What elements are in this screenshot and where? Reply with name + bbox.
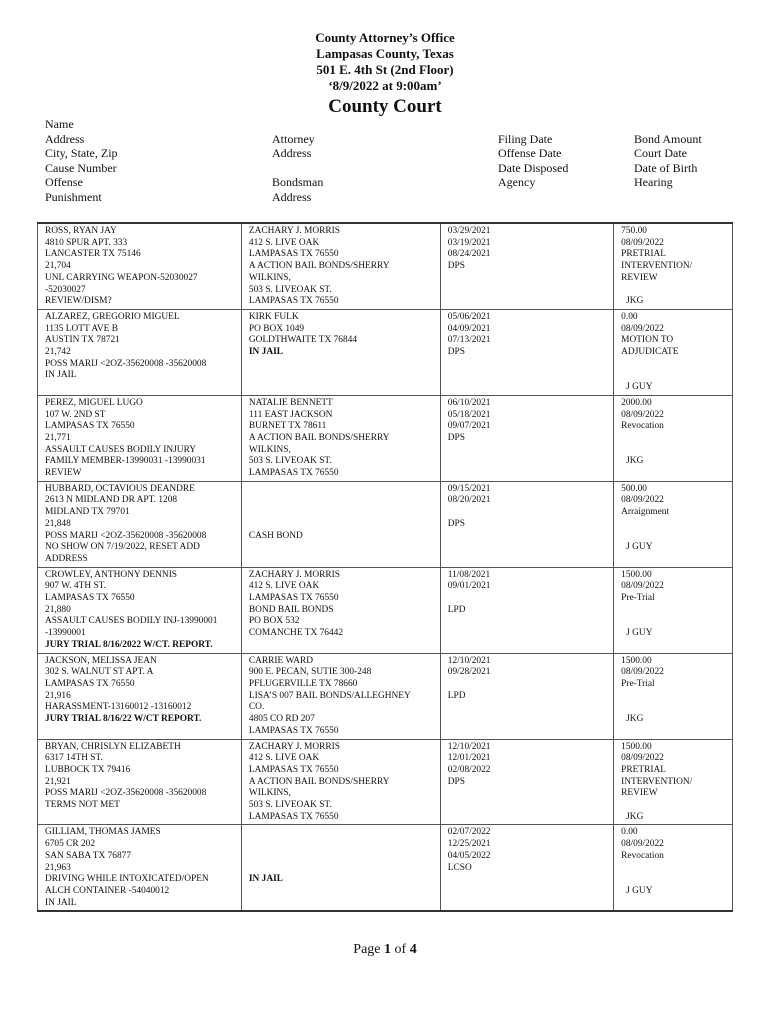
office-name: County Attorney’s Office [315, 30, 455, 45]
cell-line [621, 800, 726, 812]
cell-line: AUSTIN TX 78721 [45, 335, 120, 346]
table-row [38, 739, 733, 825]
cell-line: LAMPASAS TX 76550 [45, 679, 135, 689]
dates-cell [440, 653, 613, 739]
county-name: Lampasas County, Texas [316, 46, 454, 61]
cell-line: BOND BAIL BONDS [248, 604, 334, 615]
attorney-cell [241, 739, 440, 825]
defendant-cell [38, 739, 242, 825]
cell-line: ASSAULT CAUSES BODILY INJURY [45, 444, 197, 455]
legend-label: Agency [498, 175, 536, 190]
cell-line: CO. [248, 702, 265, 713]
cell-line [621, 433, 726, 445]
cell-line: 21,916 [45, 690, 71, 701]
cell-line: 08/09/2022 [621, 753, 664, 764]
cell-line: 08/09/2022 [621, 495, 664, 506]
cell-line: 21,921 [45, 776, 71, 787]
dates-cell [440, 481, 613, 567]
document-header [0, 30, 770, 118]
defendant-cell [38, 567, 242, 653]
cell-line: 107 W. 2ND ST [45, 409, 106, 420]
cell-line: 750.00 [621, 226, 647, 236]
cell-line: LUBBOCK TX 79416 [45, 764, 131, 775]
cell-line: ADJUDICATE [621, 347, 679, 358]
cell-line: 09/01/2021 [447, 581, 491, 592]
dates-cell [440, 825, 613, 911]
legend-label: Attorney [272, 131, 315, 146]
cell-line [621, 531, 726, 543]
cell-line: 500.00 [621, 483, 647, 494]
cell-line [249, 507, 434, 519]
cell-line: 302 S. WALNUT ST APT. A [45, 667, 154, 678]
cell-line: 21,963 [45, 862, 71, 873]
cell-line: JURY TRIAL 8/16/2022 W/CT. REPORT. [45, 639, 213, 650]
cell-line: 03/19/2021 [447, 237, 491, 248]
docket-datetime: ‘8/9/2022 at 9:00am’ [328, 78, 442, 93]
table-row [38, 825, 733, 911]
bond-hearing-cell [614, 653, 733, 739]
cell-line [249, 519, 434, 531]
defendant-cell [38, 481, 242, 567]
cell-line: 04/09/2021 [447, 323, 491, 334]
cell-line: 05/06/2021 [447, 311, 491, 322]
cell-line [621, 370, 726, 382]
cell-line [621, 285, 726, 297]
table-row [38, 309, 733, 395]
cell-line: 1500.00 [621, 741, 652, 752]
cell-line: 04/05/2022 [447, 850, 491, 861]
cell-line: Arraignment [621, 507, 670, 518]
bond-hearing-cell [614, 395, 733, 481]
docket-table [37, 222, 733, 912]
cell-line: DPS [447, 432, 465, 443]
table-row [38, 395, 733, 481]
cell-line: 08/09/2022 [621, 667, 664, 678]
cell-line: 05/18/2021 [447, 409, 491, 420]
cell-line [621, 702, 726, 714]
legend-label: Address [272, 189, 312, 204]
cell-line: BURNET TX 78611 [248, 421, 327, 432]
cell-line: BRYAN, CHRISLYN ELIZABETH [45, 741, 181, 752]
cell-line: 21,880 [45, 604, 71, 615]
dates-cell [440, 395, 613, 481]
cell-line: LAMPASAS TX 76550 [248, 249, 339, 260]
cell-line: Revocation [621, 421, 664, 432]
table-row [38, 481, 733, 567]
cell-line: JKG [626, 714, 644, 725]
cell-line: NATALIE BENNETT [248, 397, 333, 408]
legend-label: Offense [45, 175, 83, 190]
cell-line: LAMPASAS TX 76550 [248, 593, 339, 604]
cell-line: JKG [626, 811, 644, 822]
legend-label [272, 161, 323, 176]
cell-line: LAMPASAS TX 76550 [45, 421, 135, 432]
cell-line: REVIEW [621, 788, 658, 799]
cell-line: 503 S. LIVEOAK ST. [248, 456, 332, 467]
cell-line: GOLDTHWAITE TX 76844 [248, 335, 358, 346]
cell-line: DPS [447, 347, 465, 358]
cell-line: KIRK FULK [248, 311, 299, 322]
cell-line [45, 382, 235, 394]
table-row [38, 653, 733, 739]
cell-line: 21,848 [45, 518, 71, 529]
attorney-cell [241, 567, 440, 653]
cell-line: 09/07/2021 [447, 421, 491, 432]
dates-cell [440, 223, 613, 309]
cell-line: ZACHARY J. MORRIS [248, 569, 340, 580]
cell-line: 02/08/2022 [447, 764, 491, 775]
attorney-cell [241, 223, 440, 309]
legend-label [634, 117, 702, 132]
cell-line [621, 691, 726, 703]
cell-line: SAN SABA TX 76877 [45, 850, 132, 861]
cell-line: A ACTION BAIL BONDS/SHERRY [248, 261, 390, 272]
dates-cell [440, 567, 613, 653]
cell-line: DRIVING WHILE INTOXICATED/OPEN [45, 874, 209, 885]
cell-line: INTERVENTION/ [621, 776, 693, 787]
cell-line: LPD [447, 604, 466, 615]
cell-line: IN JAIL [248, 347, 284, 358]
legend-label: Date of Birth [634, 160, 698, 175]
cell-line: 21,742 [45, 347, 71, 358]
cell-line: GILLIAM, THOMAS JAMES [45, 827, 161, 838]
cell-line: CASH BOND [248, 530, 303, 541]
cell-line [249, 827, 434, 839]
cell-line: PRETRIAL [621, 249, 666, 260]
cell-line: ROSS, RYAN JAY [45, 226, 117, 236]
cell-line: 503 S. LIVEOAK ST. [248, 284, 332, 295]
cell-line: POSS MARIJ <2OZ-35620008 -35620008 [45, 358, 207, 369]
cell-line: 6705 CR 202 [45, 839, 96, 850]
legend-label [498, 117, 568, 132]
cell-line: 21,771 [45, 432, 71, 443]
legend-column-dates [498, 117, 568, 190]
cell-line: ZACHARY J. MORRIS [248, 226, 340, 236]
bond-hearing-cell [614, 825, 733, 911]
cell-line [448, 507, 607, 519]
cell-line: 08/09/2022 [621, 409, 664, 420]
cell-line: PO BOX 1049 [248, 323, 305, 334]
dates-cell [440, 309, 613, 395]
cell-line: HUBBARD, OCTAVIOUS DEANDRE [45, 483, 195, 494]
cell-line: PO BOX 532 [248, 616, 300, 627]
cell-line: PEREZ, MIGUEL LUGO [45, 397, 143, 408]
cell-line: 12/01/2021 [447, 753, 491, 764]
cell-line [621, 616, 726, 628]
bond-hearing-cell [614, 481, 733, 567]
page-total: 4 [409, 942, 417, 957]
cell-line: 08/09/2022 [621, 839, 664, 850]
cell-line: 1500.00 [621, 569, 652, 580]
cell-line: UNL CARRYING WEAPON-52030027 [45, 272, 198, 283]
cell-line: FAMILY MEMBER-13990031 -13990031 [45, 456, 206, 467]
cell-line [249, 863, 434, 875]
cell-line: IN JAIL [248, 874, 284, 885]
page-current: 1 [384, 942, 392, 957]
cell-line: J GUY [626, 542, 653, 553]
table-row [38, 223, 733, 309]
cell-line: ZACHARY J. MORRIS [248, 741, 340, 752]
cell-line: REVIEW [45, 468, 82, 479]
cell-line: LAMPASAS TX 76550 [248, 725, 339, 736]
cell-line: 21,704 [45, 261, 71, 272]
cell-line: ALCH CONTAINER -54040012 [45, 885, 170, 896]
cell-line [249, 851, 434, 863]
cell-line: Pre-Trial [621, 593, 655, 604]
cell-line: 0.00 [621, 827, 638, 838]
cell-line: 1135 LOTT AVE B [45, 323, 119, 334]
cell-line: 412 S. LIVE OAK [248, 753, 320, 764]
legend-label: Bondsman [272, 175, 324, 190]
cell-line: LAMPASAS TX 76550 [45, 593, 135, 604]
cell-line: DPS [447, 261, 465, 272]
legend-label: Offense Date [498, 146, 562, 161]
cell-line: 08/20/2021 [447, 495, 491, 506]
bond-hearing-cell [614, 223, 733, 309]
attorney-cell [241, 395, 440, 481]
cell-line: 2000.00 [621, 397, 652, 408]
legend-column-defendant [45, 117, 118, 205]
bond-hearing-cell [614, 567, 733, 653]
cell-line [249, 839, 434, 851]
cell-line: DPS [447, 518, 465, 529]
cell-line: 111 EAST JACKSON [248, 409, 333, 420]
cell-line: CARRIE WARD [248, 655, 314, 666]
cell-line: ASSAULT CAUSES BODILY INJ-13990001 [45, 616, 218, 627]
page-of: of [394, 942, 407, 957]
legend-label: Bond Amount [634, 131, 702, 146]
cell-line: JKG [626, 456, 644, 467]
cell-line: 412 S. LIVE OAK [248, 237, 320, 248]
legend-label: Hearing [634, 175, 673, 190]
defendant-cell [38, 653, 242, 739]
cell-line: WILKINS, [248, 788, 291, 799]
cell-line [621, 874, 726, 886]
cell-line: A ACTION BAIL BONDS/SHERRY [248, 776, 390, 787]
cell-line: 12/25/2021 [447, 839, 491, 850]
cell-line: 900 E. PECAN, SUTIE 300-248 [248, 667, 372, 678]
legend-label: Date Disposed [498, 160, 569, 175]
bond-hearing-cell [614, 739, 733, 825]
defendant-cell [38, 309, 242, 395]
attorney-cell [241, 481, 440, 567]
cell-line: 4805 CO RD 207 [248, 714, 315, 725]
cell-line: REVIEW/DISM? [45, 296, 112, 307]
cell-line: JURY TRIAL 8/16/22 W/CT REPORT. [45, 714, 202, 725]
cell-line [448, 679, 607, 691]
cell-line: WILKINS, [248, 272, 291, 283]
cell-line: LANCASTER TX 75146 [45, 249, 141, 260]
cell-line: 02/07/2022 [447, 827, 491, 838]
cell-line: 4810 SPUR APT. 333 [45, 237, 128, 248]
cell-line [621, 519, 726, 531]
attorney-cell [241, 309, 440, 395]
cell-line: 08/09/2022 [621, 581, 664, 592]
cell-line: 09/15/2021 [447, 483, 491, 494]
cell-line: REVIEW [621, 272, 658, 283]
page-label: Page [353, 942, 381, 957]
cell-line [249, 484, 434, 496]
cell-line: LPD [447, 690, 466, 701]
cell-line: LAMPASAS TX 76550 [248, 764, 339, 775]
cell-line: A ACTION BAIL BONDS/SHERRY [248, 432, 390, 443]
legend-label: City, State, Zip [45, 146, 118, 161]
cell-line: PFLUGERVILLE TX 78660 [248, 679, 358, 689]
table-row [38, 567, 733, 653]
cell-line: HARASSMENT-13160012 -13160012 [45, 702, 192, 713]
cell-line: LCSO [447, 862, 472, 873]
legend-label [272, 117, 323, 132]
legend-label: Name [45, 117, 74, 131]
cell-line: J GUY [626, 885, 653, 896]
cell-line: 503 S. LIVEOAK ST. [248, 800, 332, 811]
cell-line: 06/10/2021 [447, 397, 491, 408]
cell-line: 09/28/2021 [447, 667, 491, 678]
cell-line: MOTION TO [621, 335, 674, 346]
legend-label: Court Date [634, 146, 687, 161]
cell-line: 6317 14TH ST. [45, 753, 103, 764]
cell-line: INTERVENTION/ [621, 261, 693, 272]
cell-line [621, 359, 726, 371]
legend-label: Address [272, 146, 312, 161]
cell-line: 0.00 [621, 311, 638, 322]
cell-line: 12/10/2021 [447, 741, 491, 752]
cell-line: NO SHOW ON 7/19/2022, RESET ADD [45, 542, 200, 553]
cell-line: J GUY [626, 628, 653, 639]
page-footer [0, 942, 770, 958]
cell-line: WILKINS, [248, 444, 291, 455]
court-title: County Court [328, 96, 442, 117]
attorney-cell [241, 825, 440, 911]
cell-line: LAMPASAS TX 76550 [248, 811, 339, 822]
cell-line: PRETRIAL [621, 764, 666, 775]
defendant-cell [38, 395, 242, 481]
cell-line: IN JAIL [45, 897, 77, 908]
defendant-cell [38, 223, 242, 309]
cell-line: 07/13/2021 [447, 335, 491, 346]
legend-label: Punishment [45, 189, 102, 204]
legend-column-bond [634, 117, 702, 190]
legend-column-attorney [272, 117, 323, 205]
cell-line: 03/29/2021 [447, 226, 491, 236]
legend-label: Cause Number [45, 160, 117, 175]
cell-line: Pre-Trial [621, 679, 655, 689]
cell-line: 08/09/2022 [621, 323, 664, 334]
cell-line: J GUY [626, 382, 653, 393]
cell-line: JKG [626, 296, 644, 307]
cell-line: LISA’S 007 BAIL BONDS/ALLEGHNEY [248, 690, 411, 701]
cell-line: LAMPASAS TX 76550 [248, 296, 339, 307]
cell-line: -13990001 [45, 628, 86, 639]
cell-line: MIDLAND TX 79701 [45, 507, 130, 518]
cell-line: 12/10/2021 [447, 655, 491, 666]
cell-line: ALZAREZ, GREGORIO MIGUEL [45, 311, 180, 322]
cell-line: ADDRESS [45, 553, 88, 564]
cell-line: 11/08/2021 [447, 569, 491, 580]
cell-line: 2613 N MIDLAND DR APT. 1208 [45, 495, 178, 506]
cell-line [448, 593, 607, 605]
cell-line: POSS MARIJ <2OZ-35620008 -35620008 [45, 788, 207, 799]
cell-line: CROWLEY, ANTHONY DENNIS [45, 569, 178, 580]
cell-line [621, 605, 726, 617]
cell-line [621, 445, 726, 457]
cell-line: 08/24/2021 [447, 249, 491, 260]
cell-line: LAMPASAS TX 76550 [248, 468, 339, 479]
bond-hearing-cell [614, 309, 733, 395]
office-address: 501 E. 4th St (2nd Floor) [316, 62, 454, 77]
dates-cell [440, 739, 613, 825]
cell-line: DPS [447, 776, 465, 787]
cell-line: IN JAIL [45, 370, 77, 381]
legend-label: Filing Date [498, 131, 553, 146]
cell-line [621, 863, 726, 875]
cell-line [249, 495, 434, 507]
cell-line: 412 S. LIVE OAK [248, 581, 320, 592]
cell-line: POSS MARIJ <2OZ-35620008 -35620008 [45, 530, 207, 541]
cell-line: COMANCHE TX 76442 [248, 628, 344, 639]
attorney-cell [241, 653, 440, 739]
legend-label: Address [45, 131, 85, 146]
cell-line: 907 W. 4TH ST. [45, 581, 107, 592]
cell-line: JACKSON, MELISSA JEAN [45, 655, 157, 666]
cell-line: -52030027 [45, 284, 86, 295]
defendant-cell [38, 825, 242, 911]
cell-line: 1500.00 [621, 655, 652, 666]
cell-line: TERMS NOT MET [45, 800, 120, 811]
cell-line: Revocation [621, 850, 664, 861]
cell-line: 08/09/2022 [621, 237, 664, 248]
